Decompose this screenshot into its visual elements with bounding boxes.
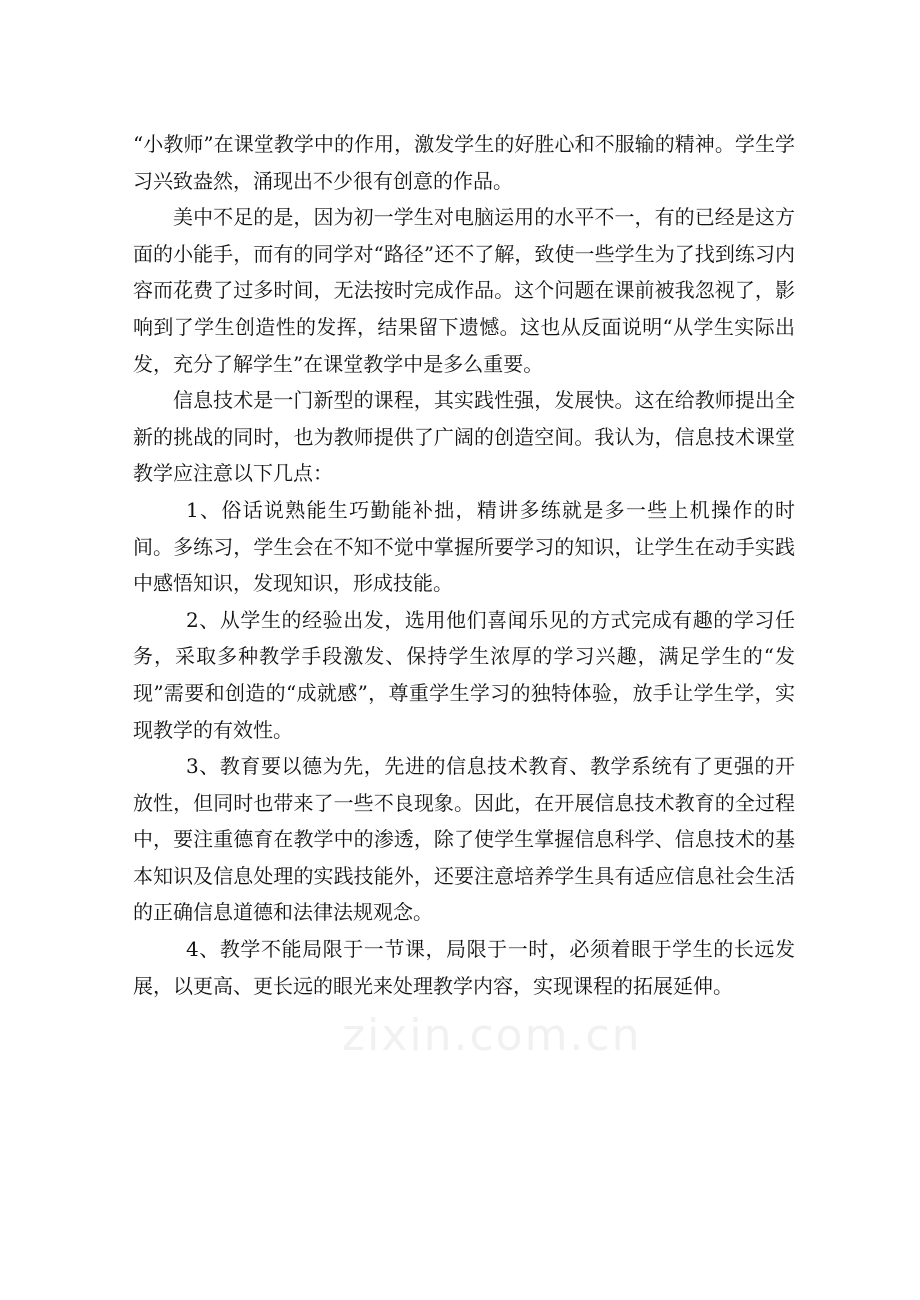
paragraph-shortcoming: 美中不足的是，因为初一学生对电脑运用的水平不一，有的已经是这方面的小能手，而有的同学对“路径”还不了解，致使一些学生为了找到练习内容而花费了过多时间，无法按时完成作品。这个问题在课前被我忽视了，影响到了学生创造性的发挥，结果留下遗憾。这也从反面说明“从学生实际出发，充分了解学生”在课堂教学中是多么重要。 — [133, 205, 795, 376]
paragraph-point-3: 3、教育要以德为先，先进的信息技术教育、教学系统有了更强的开放性，但同时也带来了一些不良现象。因此，在开展信息技术教育的全过程中，要注重德育在教学中的渗透，除了使学生掌握信息科学、信息技术的基本知识及信息处理的实践技能外，还要注意培养学生具有适应信息社会生活的正确信息道德和法律法规观念。 — [133, 754, 795, 925]
paragraph-point-2: 2、从学生的经验出发，选用他们喜闻乐见的方式完成有趣的学习任务，采取多种教学手段激发、保持学生浓厚的学习兴趣，满足学生的“发现”需要和创造的“成就感”，尊重学生学习的独特体验，放手让学生学，实现教学的有效性。 — [133, 607, 795, 742]
paragraph-it-course: 信息技术是一门新型的课程，其实践性强，发展快。这在给教师提出全新的挑战的同时，也为教师提供了广阔的创造空间。我认为，信息技术课堂教学应注意以下几点： — [133, 388, 795, 486]
watermark: zixin.com.cn — [342, 1010, 642, 1061]
paragraph-point-1: 1、俗话说熟能生巧勤能补拙，精讲多练就是多一些上机操作的时间。多练习，学生会在不知不觉中掌握所要学习的知识，让学生在动手实践中感悟知识，发现知识，形成技能。 — [133, 497, 795, 596]
paragraph-point-4: 4、教学不能局限于一节课，局限于一时，必须着眼于学生的长远发展，以更高、更长远的眼光来处理教学内容，实现课程的拓展延伸。 — [133, 937, 795, 998]
document-body — [133, 126, 795, 1004]
paragraph-continuation: “小教师”在课堂教学中的作用，激发学生的好胜心和不服输的精神。学生学习兴致盎然，涌现出不少很有创意的作品。 — [133, 132, 795, 193]
